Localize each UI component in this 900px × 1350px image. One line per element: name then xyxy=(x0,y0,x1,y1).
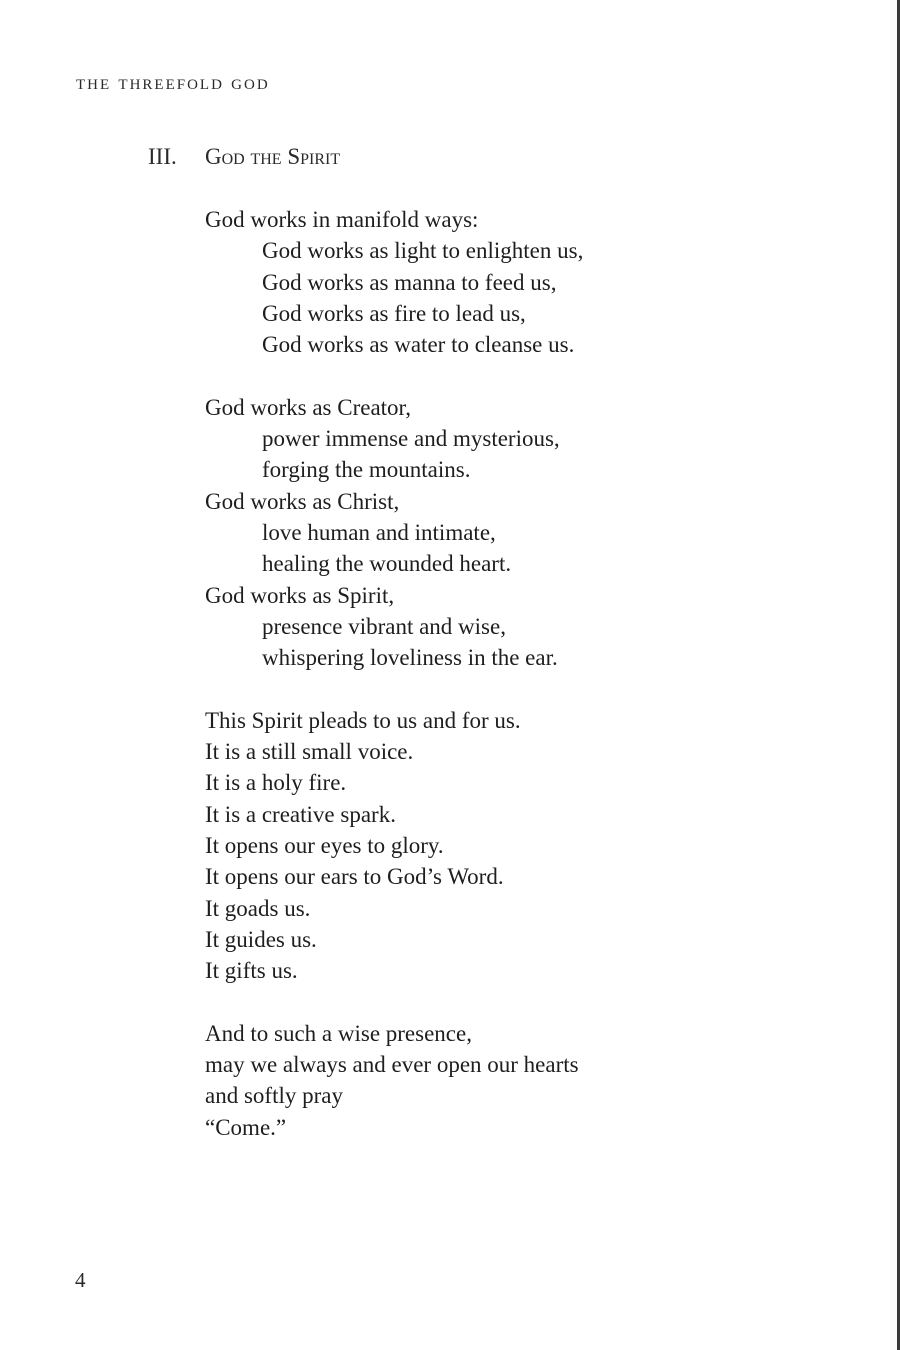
poem-line: God works as water to cleanse us. xyxy=(262,332,575,358)
poem-line: It opens our eyes to glory. xyxy=(205,832,444,858)
poem-line: God works as Christ, xyxy=(205,488,400,514)
poem-line: God works as manna to feed us, xyxy=(262,269,557,295)
stanza xyxy=(205,392,583,674)
poem-line: It opens our ears to God’s Word. xyxy=(205,864,504,890)
stanza xyxy=(205,705,583,987)
poem-line: It gifts us. xyxy=(205,958,298,984)
poem-line: God works as light to enlighten us, xyxy=(262,238,584,264)
poem-line: forging the mountains. xyxy=(262,457,471,483)
poem-line: This Spirit pleads to us and for us. xyxy=(205,707,521,733)
poem-line: presence vibrant and wise, xyxy=(262,613,506,639)
poem-line: It is a holy fire. xyxy=(205,770,347,796)
page-number: 4 xyxy=(75,1268,86,1292)
poem-body xyxy=(205,204,583,1174)
poem-line: It guides us. xyxy=(205,926,317,952)
stanza xyxy=(205,204,583,360)
poem-line: and softly pray xyxy=(205,1083,343,1109)
poem-line: whispering loveliness in the ear. xyxy=(262,645,558,671)
running-head: the threefold god xyxy=(76,70,270,94)
poem-line: It is a creative spark. xyxy=(205,801,396,827)
poem-line: God works in manifold ways: xyxy=(205,207,479,232)
poem-line: God works as Spirit, xyxy=(205,582,395,608)
poem-line: may we always and ever open our hearts xyxy=(205,1052,579,1078)
section-title: God the Spirit xyxy=(205,144,341,169)
poem-line: It is a still small voice. xyxy=(205,739,414,765)
poem-line: And to such a wise presence, xyxy=(205,1020,472,1046)
stanza xyxy=(205,1018,583,1143)
poem-line: God works as fire to lead us, xyxy=(262,300,526,326)
section-numeral: III. xyxy=(148,144,177,169)
poem-line: power immense and mysterious, xyxy=(262,426,560,452)
section-heading xyxy=(148,144,340,170)
poem-line: healing the wounded heart. xyxy=(262,551,512,577)
poem-line: love human and intimate, xyxy=(262,519,496,545)
poem-line: God works as Creator, xyxy=(205,394,412,420)
poem-line: It goads us. xyxy=(205,895,311,921)
poem-line: “Come.” xyxy=(205,1114,287,1140)
